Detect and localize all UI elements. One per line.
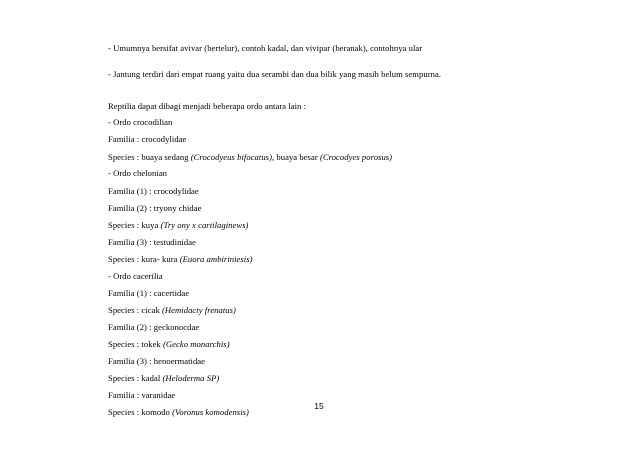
entry-text: Species : tokek: [108, 339, 163, 349]
entry-familia: [108, 288, 189, 299]
entry-familia: [108, 356, 205, 367]
entry-text-tail: , buaya besar: [271, 152, 320, 162]
species-latin-name-2: (Crocodyes porosus): [319, 152, 393, 162]
entry-familia: [108, 186, 199, 197]
entry-text: Familia (1) : crocodylidae: [108, 186, 199, 196]
entry-text: Species : kura- kura: [108, 254, 180, 264]
entry-ordo-cacerilia: [108, 271, 163, 282]
entry-species: [108, 339, 230, 350]
species-latin-name: (Crocodyeus bifocatus): [190, 152, 272, 162]
entry-familia: [108, 322, 199, 333]
entry-text: Familia : crocodylidae: [108, 134, 187, 144]
entry-text: - Ordo chelonian: [108, 168, 168, 178]
species-latin-name: (Heloderma SP): [162, 373, 220, 383]
species-latin-name: (Try ony x cartilaginews): [160, 220, 249, 230]
entry-text: Familia (2) : tryony chidae: [108, 203, 202, 213]
species-latin-name: (Gecko monarchis): [162, 339, 230, 349]
species-latin-name: (Hemidacty frenatus): [162, 305, 236, 315]
entry-text: Species : komodo: [108, 407, 173, 417]
classification-intro: Reptilia dapat dibagi menjadi beberapa ordo antara lain :: [108, 101, 307, 111]
intro-line-reproduction: - Umumnya bersifat avivar (bertelur), contoh kadal, dan vivipar (beranak), contohnya ular: [108, 43, 423, 53]
entry-text: Familia (1) : cacertidae: [108, 288, 190, 298]
species-latin-name: (Euora ambiriniesis): [179, 254, 253, 264]
entry-familia: [108, 134, 186, 145]
entry-species: [108, 305, 236, 316]
entry-text: Species : kadal: [108, 373, 163, 383]
entry-text: Familia : varanidae: [108, 390, 176, 400]
entry-text: Familia (3) : henoermatidae: [108, 356, 206, 366]
entry-text: Familia (3) : testudinidae: [108, 237, 196, 247]
intro-line-heart: - Jantung terdiri dari empat ruang yaitu dua serambi dan dua bilik yang masih belum sempurna.: [108, 69, 442, 79]
entry-text: Species : buaya sedang: [108, 152, 191, 162]
entry-species: [108, 373, 219, 384]
page-number: 15: [314, 401, 324, 411]
species-latin-name: (Voronus komodensis): [172, 407, 249, 417]
entry-text: Species : kuya: [108, 220, 161, 230]
entry-familia: [108, 237, 196, 248]
entry-text: Species : cicak: [108, 305, 163, 315]
entry-ordo-chelonian: [108, 168, 167, 179]
entry-ordo-crocodilian: [108, 117, 172, 128]
entry-species: [108, 254, 253, 265]
entry-familia: [108, 390, 175, 401]
entry-species: [108, 152, 392, 163]
entry-familia: [108, 203, 201, 214]
entry-species: [108, 220, 248, 231]
entry-text: Familia (2) : geckonocdae: [108, 322, 200, 332]
entry-text: - Ordo cacerilia: [108, 271, 163, 281]
entry-text: - Ordo crocodilian: [108, 117, 173, 127]
